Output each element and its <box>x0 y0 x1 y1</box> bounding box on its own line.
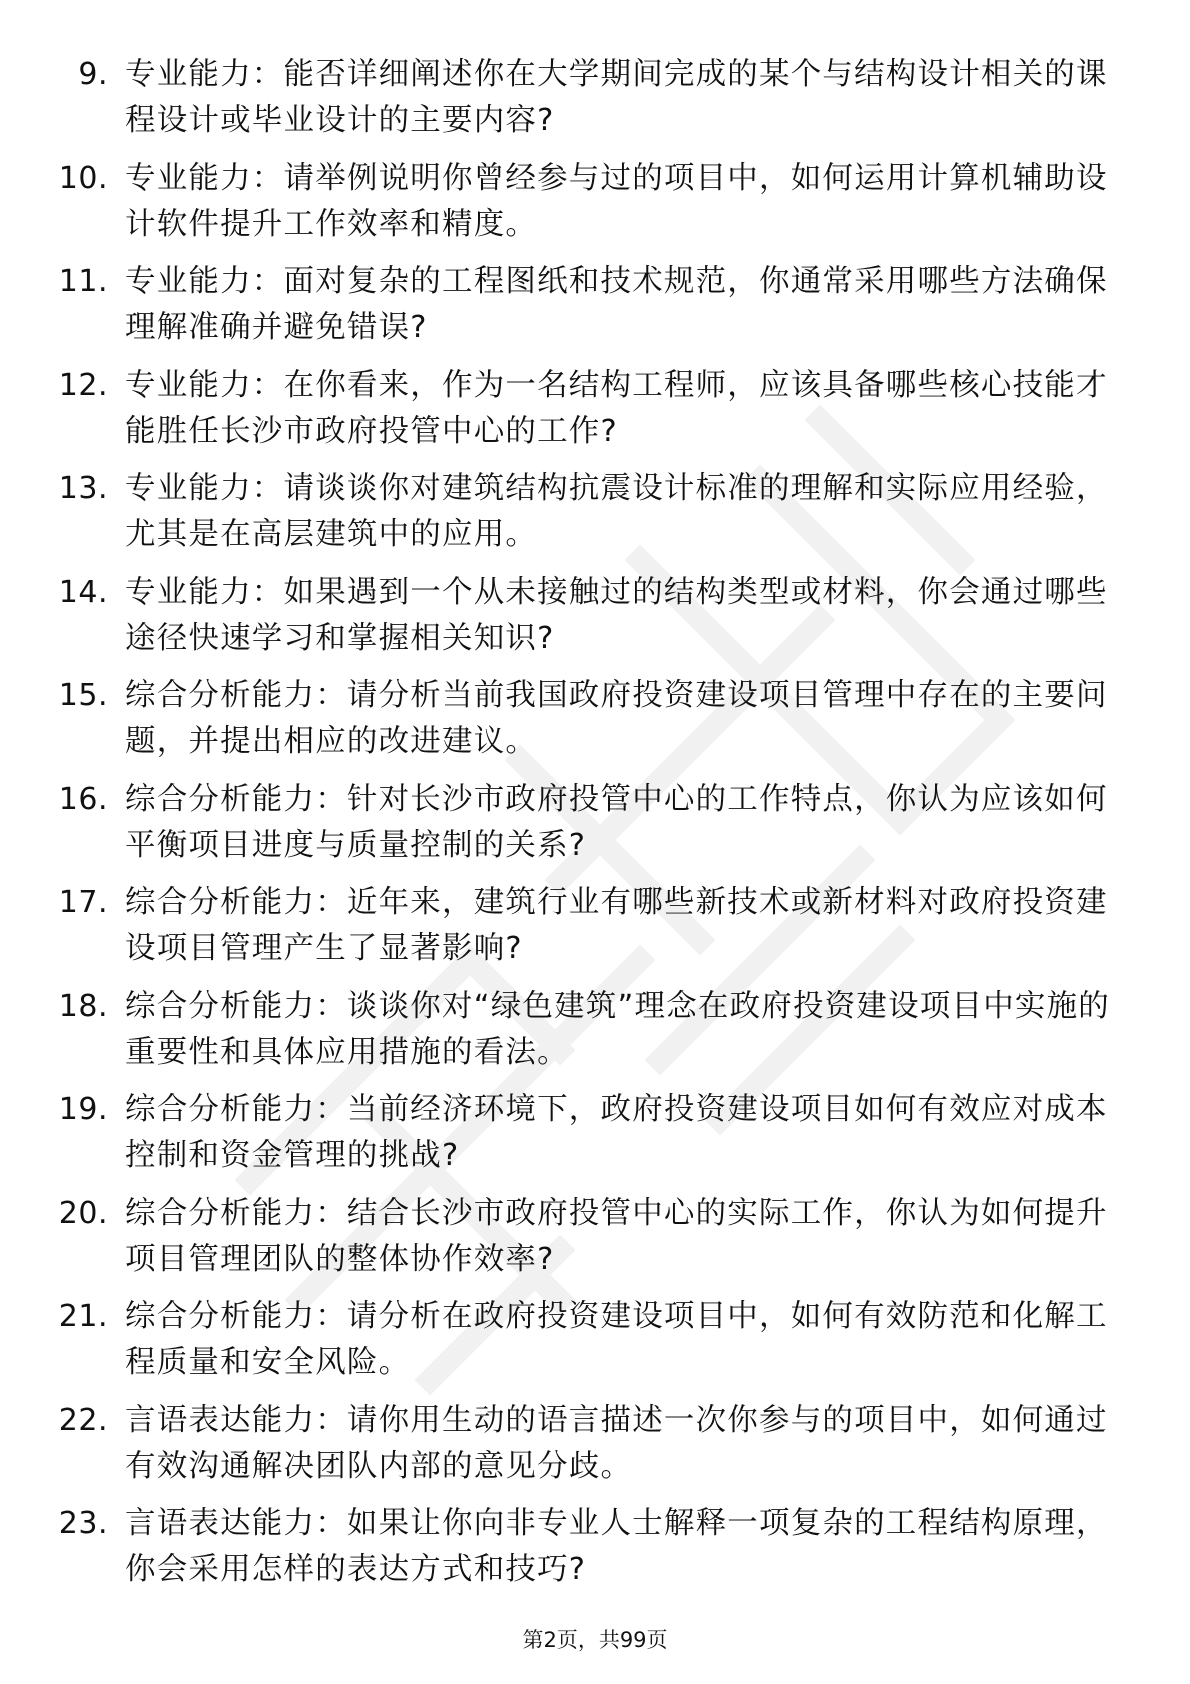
question-text: 专业能力：请谈谈你对建筑结构抗震设计标准的理解和实际应用经验，尤其是在高层建筑中的应用。 <box>125 471 1108 552</box>
question-text: 专业能力：如果遇到一个从未接触过的结构类型或材料，你会通过哪些途径快速学习和掌握相关知识? <box>125 574 1108 656</box>
question-text: 综合分析能力：请分析当前我国政府投资建设项目管理中存在的主要问题，并提出相应的改进建议。 <box>125 678 1108 759</box>
question-text: 综合分析能力：谈谈你对“绿色建筑”理念在政府投资建设项目中实施的重要性和具体应用措施的看法。 <box>125 988 1111 1070</box>
question-text: 综合分析能力：请分析在政府投资建设项目中，如何有效防范和化解工程质量和安全风险。 <box>125 1299 1108 1380</box>
question-text: 专业能力：在你看来，作为一名结构工程师，应该具备哪些核心技能才能胜任长沙市政府投管中心的工作? <box>125 367 1108 449</box>
question-item <box>0 466 1190 570</box>
question-item <box>0 1191 1190 1295</box>
question-item <box>0 880 1190 984</box>
question-number: 16. <box>58 781 108 817</box>
question-item <box>0 1501 1190 1605</box>
question-number: 20. <box>58 1195 108 1231</box>
question-number: 12. <box>58 367 108 403</box>
question-item <box>0 52 1190 156</box>
question-text: 综合分析能力：当前经济环境下，政府投资建设项目如何有效应对成本控制和资金管理的挑战? <box>125 1092 1108 1173</box>
question-number: 17. <box>58 885 108 920</box>
question-number: 19. <box>58 1092 108 1127</box>
question-text: 言语表达能力：请你用生动的语言描述一次你参与的项目中，如何通过有效沟通解决团队内部的意见分歧。 <box>125 1402 1108 1484</box>
question-item <box>0 777 1190 881</box>
question-item <box>0 363 1190 467</box>
question-text: 专业能力：请举例说明你曾经参与过的项目中，如何运用计算机辅助设计软件提升工作效率和精度。 <box>125 160 1108 242</box>
question-number: 14. <box>58 574 108 610</box>
question-number: 11. <box>58 264 108 299</box>
question-item <box>0 673 1190 777</box>
question-number: 13. <box>58 471 108 506</box>
question-number: 15. <box>58 678 108 713</box>
question-list <box>0 52 1190 1605</box>
question-text: 综合分析能力：近年来，建筑行业有哪些新技术或新材料对政府投资建设项目管理产生了显著影响? <box>125 885 1108 966</box>
question-item <box>0 259 1190 363</box>
question-number: 10. <box>58 160 108 196</box>
question-text: 专业能力：能否详细阐述你在大学期间完成的某个与结构设计相关的课程设计或毕业设计的主要内容? <box>125 57 1108 138</box>
question-number: 18. <box>58 988 108 1024</box>
question-number: 23. <box>58 1506 108 1541</box>
question-number: 9. <box>78 57 108 92</box>
question-item <box>0 570 1190 674</box>
question-text: 综合分析能力：结合长沙市政府投管中心的实际工作，你认为如何提升项目管理团队的整体协作效率? <box>125 1195 1108 1277</box>
question-item <box>0 156 1190 260</box>
question-text: 专业能力：面对复杂的工程图纸和技术规范，你通常采用哪些方法确保理解准确并避免错误? <box>125 264 1108 345</box>
page-footer <box>0 1626 1190 1654</box>
question-number: 22. <box>58 1402 108 1438</box>
page-number-label: 第2页，共99页 <box>522 1628 668 1652</box>
question-item <box>0 1398 1190 1502</box>
question-item <box>0 984 1190 1088</box>
question-text: 言语表达能力：如果让你向非专业人士解释一项复杂的工程结构原理，你会采用怎样的表达方式和技巧? <box>125 1506 1108 1587</box>
question-item <box>0 1087 1190 1191</box>
question-text: 综合分析能力：针对长沙市政府投管中心的工作特点，你认为应该如何平衡项目进度与质量控制的关系? <box>125 781 1108 863</box>
question-number: 21. <box>58 1299 108 1334</box>
question-item <box>0 1294 1190 1398</box>
